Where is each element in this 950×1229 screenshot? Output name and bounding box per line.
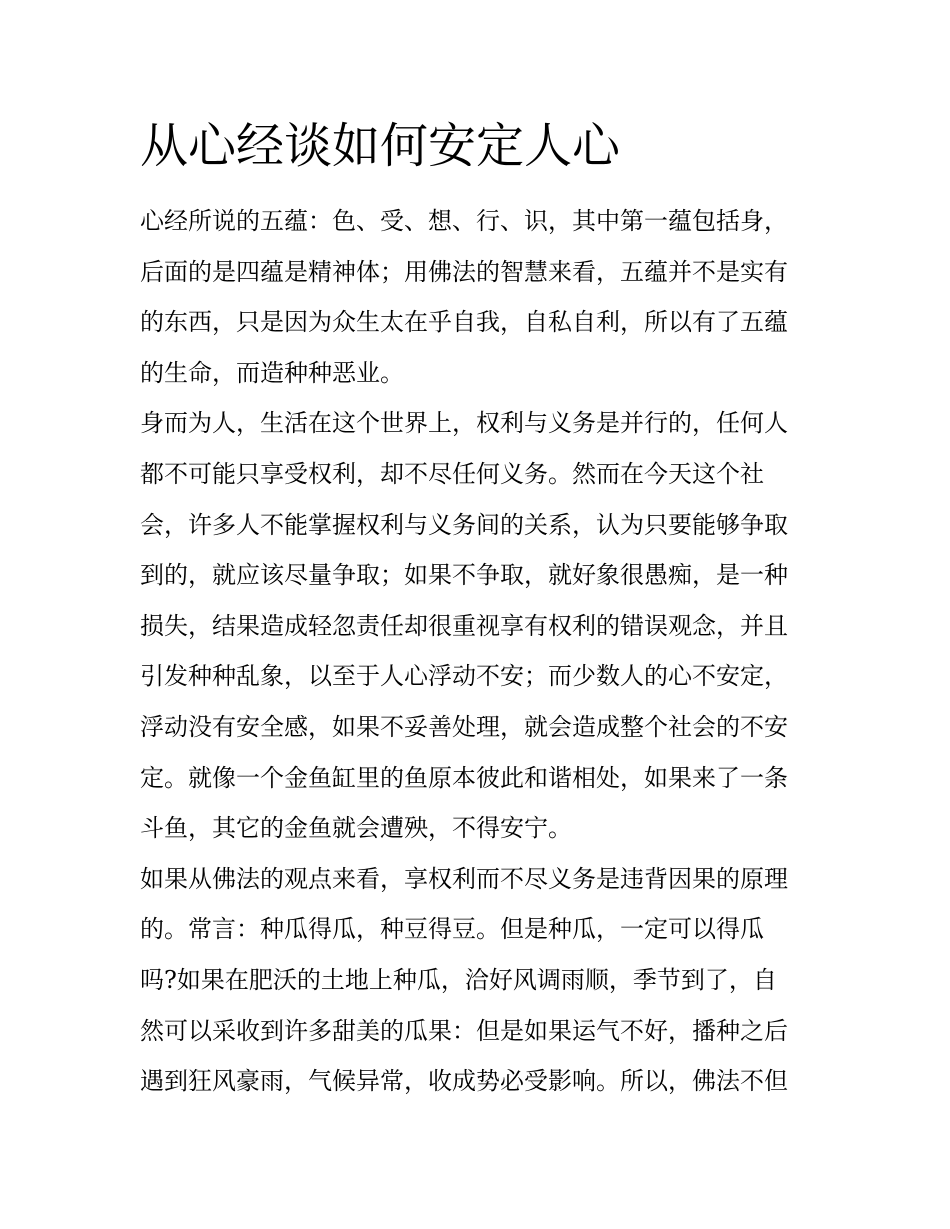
text-line: 吗?如果在肥沃的土地上种瓜，洽好风调雨顺，季节到了，自 xyxy=(140,965,777,994)
document-title: 从心经谈如何安定人心 xyxy=(140,118,621,174)
paragraph-2 xyxy=(140,398,820,853)
text-line: 身而为人，生活在这个世界上，权利与义务是并行的，任何人 xyxy=(140,409,788,438)
text-line: 然可以采收到许多甜美的瓜果：但是如果运气不好，播种之后 xyxy=(140,1016,788,1045)
text-line: 定。就像一个金鱼缸里的鱼原本彼此和谐相处，如果来了一条 xyxy=(140,763,788,792)
paragraph-1 xyxy=(140,196,820,398)
text-line: 损失，结果造成轻忽责任却很重视享有权利的错误观念，并且 xyxy=(140,611,788,640)
text-line: 如果从佛法的观点来看，享权利而不尽义务是违背因果的原理 xyxy=(140,864,788,893)
text-line: 的东西，只是因为众生太在乎自我，自私自利，所以有了五蕴 xyxy=(140,308,788,337)
text-line: 引发种种乱象，以至于人心浮动不安；而少数人的心不安定， xyxy=(140,662,788,691)
paragraph-3 xyxy=(140,854,820,1107)
text-line: 到的，就应该尽量争取；如果不争取，就好象很愚痴，是一种 xyxy=(140,561,788,590)
document-body xyxy=(140,196,820,1107)
text-line: 都不可能只享受权利，却不尽任何义务。然而在今天这个社 xyxy=(140,459,764,488)
text-line: 斗鱼，其它的金鱼就会遭殃，不得安宁。 xyxy=(140,814,572,843)
text-line: 的。常言：种瓜得瓜，种豆得豆。但是种瓜，一定可以得瓜 xyxy=(140,915,764,944)
text-line: 的生命，而造种种恶业。 xyxy=(140,358,404,387)
text-line: 后面的是四蕴是精神体；用佛法的智慧来看，五蕴并不是实有 xyxy=(140,257,788,286)
text-line: 浮动没有安全感，如果不妥善处理，就会造成整个社会的不安 xyxy=(140,712,788,741)
text-line: 遇到狂风豪雨，气候异常，收成势必受影响。所以，佛法不但 xyxy=(140,1067,788,1096)
text-line: 会，许多人不能掌握权利与义务间的关系，认为只要能够争取 xyxy=(140,510,788,539)
text-line: 心经所说的五蕴：色、受、想、行、识，其中第一蕴包括身， xyxy=(140,207,788,235)
